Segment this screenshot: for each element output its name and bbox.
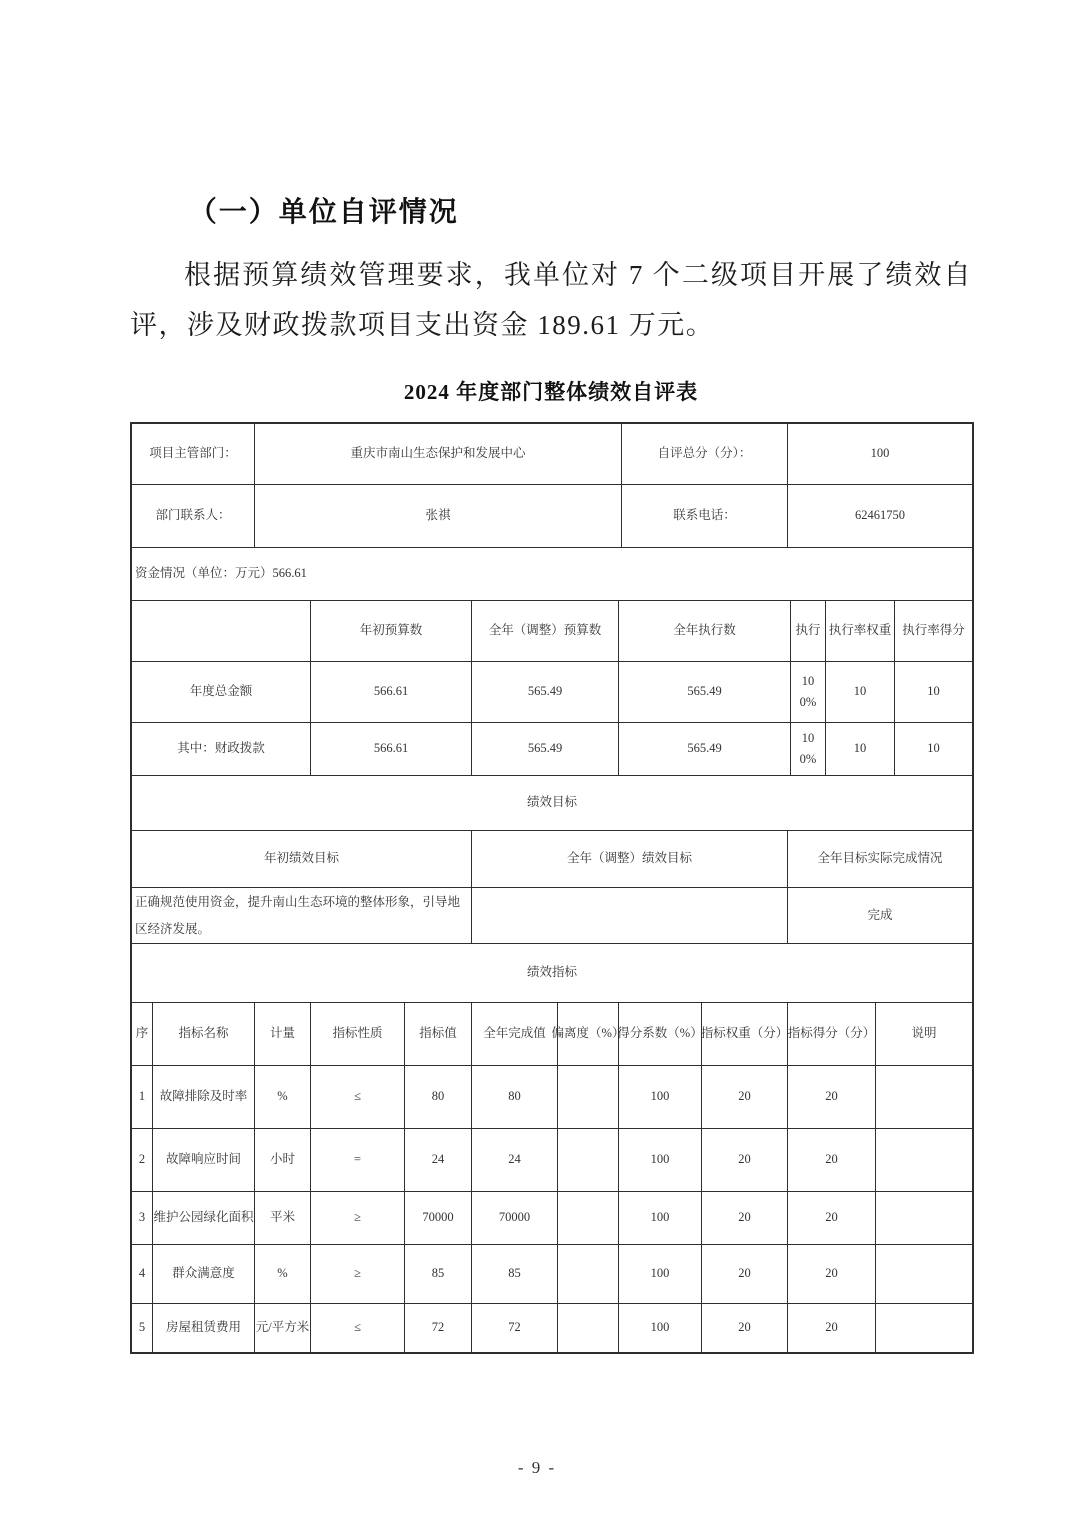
indicator-cell: 小时 (255, 1129, 311, 1191)
table-title: 2024 年度部门整体绩效自评表 (403, 380, 699, 404)
funds-row (132, 723, 972, 776)
page-number: - 9 - (517, 1458, 557, 1477)
indicator-cell: 维护公园绿化面积 (153, 1192, 255, 1244)
indicator-header-row (132, 1003, 972, 1066)
funds-cell: 10 (826, 723, 895, 775)
indicator-cell: 70000 (472, 1192, 558, 1244)
indicator-cell (558, 1192, 619, 1244)
contact-value: 张祺 (255, 485, 622, 547)
indicator-cell: 20 (702, 1066, 788, 1128)
funds-header-cell: 执行率权重 (826, 601, 895, 661)
indicator-cell: 20 (788, 1304, 876, 1352)
goals-header-cell: 全年目标实际完成情况 (817, 851, 943, 866)
indicator-cell: 5 (132, 1304, 153, 1352)
self-score-value: 100 (870, 446, 890, 461)
indicator-cell: 群众满意度 (153, 1245, 255, 1303)
body-paragraph: 根据预算绩效管理要求，我单位对 7 个二级项目开展了绩效自评，涉及财政拨款项目支出资金 189.61 万元。 (130, 260, 972, 340)
indicator-cell: ≥ (311, 1245, 405, 1303)
funds-header-row (132, 601, 972, 662)
indicator-header-cell: 指标性质 (311, 1003, 405, 1065)
indicator-cell: 平米 (255, 1192, 311, 1244)
phone-value: 62461750 (855, 508, 905, 523)
indicator-cell: 72 (472, 1304, 558, 1352)
indicator-cell: ≥ (311, 1192, 405, 1244)
indicator-cell: 20 (788, 1192, 876, 1244)
indicator-cell: 20 (702, 1192, 788, 1244)
funds-cell: 565.49 (472, 723, 619, 775)
indicator-cell: 20 (788, 1066, 876, 1128)
initial-goal-text: 正确规范使用资金，提升南山生态环境的整体形象，引导地区经济发展。 (132, 888, 472, 943)
adjusted-goal-text (472, 888, 788, 943)
indicator-cell: 100 (619, 1245, 702, 1303)
funds-cell: 10 (826, 662, 895, 722)
indicator-header-cell: 全年完成值 (472, 1003, 558, 1065)
funds-section-label: 资金情况（单位：万元）566.61 (135, 566, 307, 581)
indicator-row (132, 1304, 972, 1352)
indicator-cell (558, 1304, 619, 1352)
indicator-header-cell: 指标得分（分） (788, 1003, 876, 1065)
table-row (132, 776, 972, 831)
indicator-row (132, 1192, 972, 1245)
indicator-cell: 20 (702, 1304, 788, 1352)
funds-cell: 565.49 (619, 723, 791, 775)
indicator-cell: 85 (472, 1245, 558, 1303)
funds-cell: 565.49 (619, 662, 791, 722)
indicator-cell: 70000 (405, 1192, 472, 1244)
indicator-header-cell: 指标权重（分） (702, 1003, 788, 1065)
funds-cell: 年度总金额 (132, 662, 311, 722)
table-row (132, 548, 972, 601)
indicator-cell: 100 (619, 1129, 702, 1191)
indicators-section-label: 绩效指标 (526, 965, 577, 980)
table-row (132, 485, 972, 548)
funds-cell: 10 (927, 684, 940, 699)
goals-header-cell: 全年（调整）绩效目标 (472, 831, 788, 887)
indicator-cell: 80 (405, 1066, 472, 1128)
indicator-cell: 20 (702, 1245, 788, 1303)
indicator-header-cell: 指标值 (405, 1003, 472, 1065)
funds-cell: 100% (791, 662, 826, 722)
indicator-row (132, 1129, 972, 1192)
indicator-cell: 房屋租赁费用 (153, 1304, 255, 1352)
indicator-cell: = (311, 1129, 405, 1191)
funds-cell: 566.61 (311, 723, 472, 775)
funds-header-cell: 执行率得分 (902, 623, 965, 638)
indicator-cell: 2 (132, 1129, 153, 1191)
funds-cell: 10 (927, 741, 940, 756)
phone-label: 联系电话： (622, 485, 788, 547)
self-score-label: 自评总分（分）： (622, 424, 788, 484)
funds-row (132, 662, 972, 723)
goals-header-row (132, 831, 972, 888)
page-content (130, 0, 972, 1354)
funds-header-cell (132, 601, 311, 661)
indicator-cell (558, 1245, 619, 1303)
section-heading: （一）单位自评情况 (188, 197, 459, 228)
indicator-cell (876, 1192, 972, 1244)
indicator-header-cell: 序 (132, 1003, 153, 1065)
indicator-cell (558, 1066, 619, 1128)
indicator-cell: 24 (405, 1129, 472, 1191)
indicator-cell: 元/平方米 (255, 1304, 311, 1352)
table-row (132, 944, 972, 1003)
indicator-header-cell: 指标名称 (153, 1003, 255, 1065)
indicator-cell: 24 (472, 1129, 558, 1191)
goals-header-cell: 年初绩效目标 (132, 831, 472, 887)
indicator-row (132, 1066, 972, 1129)
indicator-cell: ≤ (311, 1066, 405, 1128)
indicator-row (132, 1245, 972, 1304)
funds-cell: 其中：财政拨款 (132, 723, 311, 775)
indicator-cell: 20 (702, 1129, 788, 1191)
funds-cell: 566.61 (311, 662, 472, 722)
indicator-cell (876, 1245, 972, 1303)
indicator-cell (558, 1129, 619, 1191)
indicator-cell: 3 (132, 1192, 153, 1244)
indicator-cell (876, 1066, 972, 1128)
indicator-cell: 80 (472, 1066, 558, 1128)
indicator-cell: 故障排除及时率 (153, 1066, 255, 1128)
indicator-cell: % (255, 1066, 311, 1128)
indicator-cell: % (255, 1245, 311, 1303)
goals-section-label: 绩效目标 (526, 795, 577, 810)
indicator-cell: 100 (619, 1066, 702, 1128)
funds-header-cell: 全年（调整）预算数 (472, 601, 619, 661)
goals-content-row (132, 888, 972, 944)
indicator-cell: 100 (619, 1192, 702, 1244)
contact-label: 部门联系人： (132, 485, 255, 547)
funds-header-cell: 执行 (791, 601, 826, 661)
table-row (132, 424, 972, 485)
indicator-header-cell: 说明 (911, 1026, 937, 1041)
indicator-cell: 故障响应时间 (153, 1129, 255, 1191)
project-dept-value: 重庆市南山生态保护和发展中心 (255, 424, 622, 484)
project-dept-label: 项目主管部门： (132, 424, 255, 484)
indicator-cell: 20 (788, 1129, 876, 1191)
funds-header-cell: 年初预算数 (311, 601, 472, 661)
indicator-cell: 72 (405, 1304, 472, 1352)
funds-header-cell: 全年执行数 (619, 601, 791, 661)
indicator-cell: 100 (619, 1304, 702, 1352)
indicator-header-cell: 偏离度（%） (558, 1003, 619, 1065)
indicator-cell: ≤ (311, 1304, 405, 1352)
indicator-header-cell: 得分系数（%） (619, 1003, 702, 1065)
indicator-cell: 20 (788, 1245, 876, 1303)
indicator-cell (876, 1129, 972, 1191)
indicator-cell: 4 (132, 1245, 153, 1303)
self-eval-table (130, 422, 974, 1354)
funds-cell: 100% (791, 723, 826, 775)
goal-completion-status: 完成 (867, 907, 893, 922)
funds-cell: 565.49 (472, 662, 619, 722)
indicator-cell (876, 1304, 972, 1352)
indicator-header-cell: 计量 (255, 1003, 311, 1065)
indicator-cell: 1 (132, 1066, 153, 1128)
indicator-cell: 85 (405, 1245, 472, 1303)
